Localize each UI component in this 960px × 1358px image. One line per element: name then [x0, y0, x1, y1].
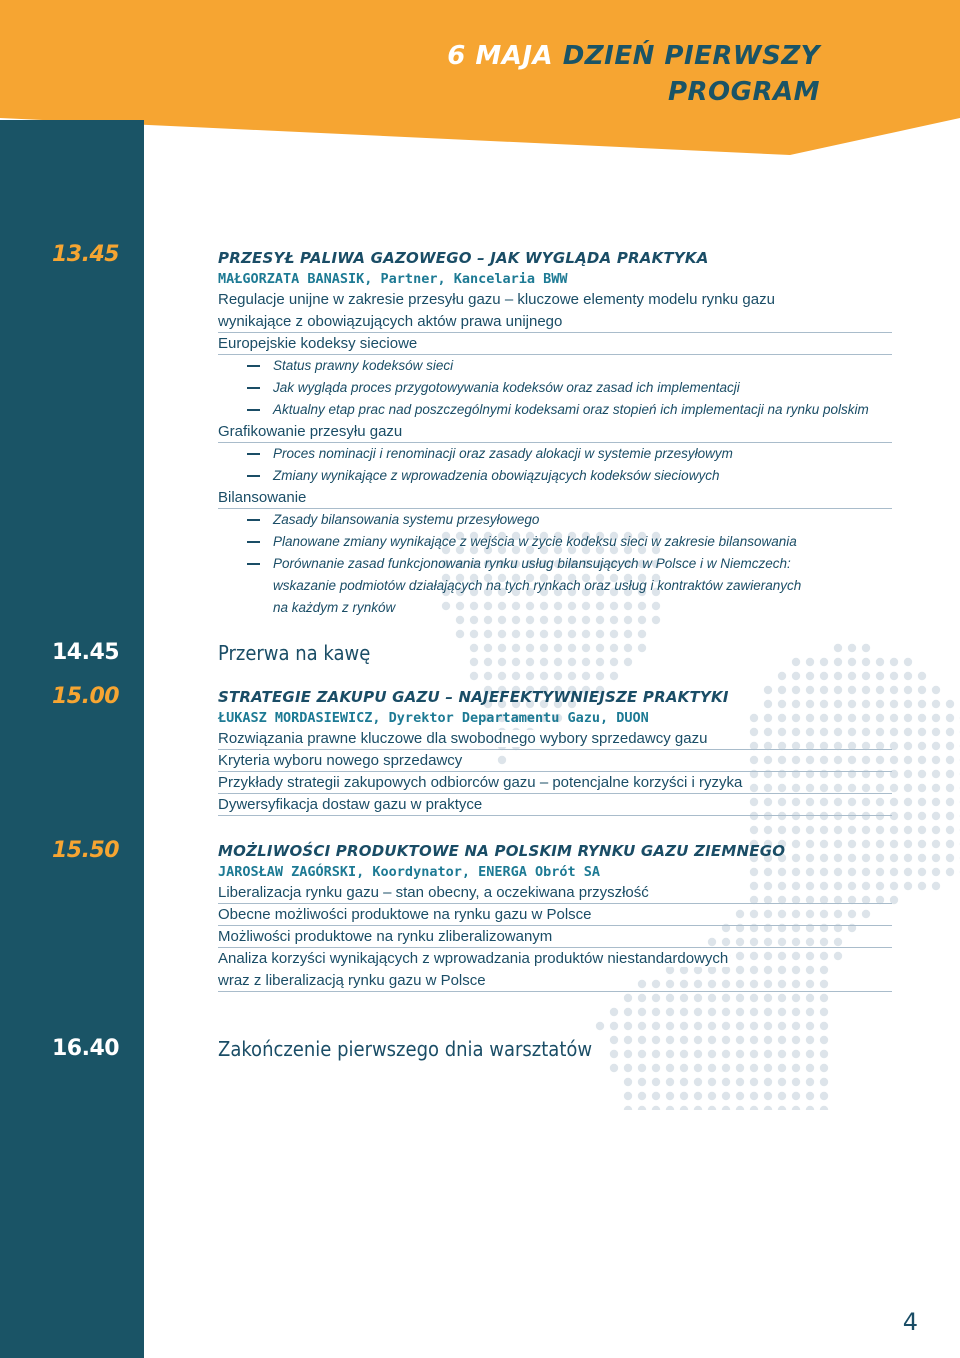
header-day: DZIEŃ PIERWSZY	[562, 41, 820, 71]
map-dot	[904, 756, 912, 764]
map-dot	[862, 672, 870, 680]
map-dot	[820, 1008, 828, 1016]
map-dot	[624, 1106, 632, 1110]
topic-text: Przykłady strategii zakupowych odbiorców gazu – potencjalne korzyści i ryzyka	[218, 774, 743, 791]
map-dot	[764, 826, 772, 834]
topic-line	[218, 487, 898, 509]
page-number: 4	[902, 1308, 918, 1336]
map-dot	[932, 728, 940, 736]
map-dot	[582, 672, 590, 680]
map-dot	[722, 994, 730, 1002]
topic-text: Analiza korzyści wynikających z wprowadzania produktów niestandardowych	[218, 950, 729, 967]
map-dot	[680, 1008, 688, 1016]
map-dot	[820, 1092, 828, 1100]
map-dot	[904, 728, 912, 736]
map-dot	[918, 728, 926, 736]
map-dot	[918, 882, 926, 890]
map-dot	[904, 672, 912, 680]
map-dot	[624, 994, 632, 1002]
map-dot	[764, 1008, 772, 1016]
topic-line	[218, 926, 898, 948]
map-dot	[932, 840, 940, 848]
header-title	[447, 38, 820, 110]
map-dot	[694, 1092, 702, 1100]
map-dot	[806, 994, 814, 1002]
map-dot	[680, 1106, 688, 1110]
map-dot	[932, 826, 940, 834]
map-dot	[624, 630, 632, 638]
session-time: 15.00	[52, 684, 120, 709]
map-dot	[918, 672, 926, 680]
map-dot	[904, 686, 912, 694]
map-dot	[638, 1078, 646, 1086]
map-dot	[792, 672, 800, 680]
map-dot	[610, 1022, 618, 1030]
topic-text: wraz z liberalizacją rynku gazu w Polsce	[218, 972, 486, 989]
map-dot	[680, 1078, 688, 1086]
map-dot	[946, 840, 954, 848]
map-dot	[820, 1106, 828, 1110]
map-dot	[722, 1064, 730, 1072]
map-dot	[778, 826, 786, 834]
map-dot	[638, 994, 646, 1002]
bullet-item: Zasady bilansowania systemu przesyłowego	[218, 509, 898, 531]
map-dot	[764, 1092, 772, 1100]
topic-text: Obecne możliwości produktowe na rynku gazu w Polsce	[218, 906, 592, 923]
map-dot	[904, 770, 912, 778]
map-dot	[932, 854, 940, 862]
map-dot	[750, 1106, 758, 1110]
topic-line	[218, 750, 898, 772]
map-dot	[652, 1008, 660, 1016]
map-dot	[666, 1022, 674, 1030]
map-dot	[890, 826, 898, 834]
topic-text: Rozwiązania prawne kluczowe dla swobodnego wybory sprzedawcy gazu	[218, 730, 708, 747]
map-dot	[750, 1092, 758, 1100]
session-speaker: JAROSŁAW ZAGÓRSKI, Koordynator, ENERGA Obrót SA	[218, 864, 601, 880]
map-dot	[806, 1064, 814, 1072]
map-dot	[694, 1022, 702, 1030]
map-dot	[652, 1106, 660, 1110]
bullet-item: Planowane zmiany wynikające z wejścia w życie kodeksu sieci w zakresie bilansowania	[218, 531, 898, 553]
map-dot	[610, 672, 618, 680]
session-block	[218, 686, 898, 816]
map-dot	[904, 882, 912, 890]
closing-title: Zakończenie pierwszego dnia warsztatów	[218, 1037, 593, 1061]
topic-line	[218, 289, 898, 311]
session-block	[218, 840, 898, 992]
map-dot	[666, 1064, 674, 1072]
topic-line	[218, 772, 898, 794]
topic-line	[218, 421, 898, 443]
map-dot	[918, 784, 926, 792]
map-dot	[736, 1064, 744, 1072]
map-dot	[792, 826, 800, 834]
map-dot	[806, 1092, 814, 1100]
session-time: 14.45	[52, 640, 120, 665]
map-dot	[904, 658, 912, 666]
map-dot	[624, 1092, 632, 1100]
map-dot	[932, 882, 940, 890]
topic-line	[218, 794, 898, 816]
map-dot	[834, 826, 842, 834]
topic-line	[218, 970, 898, 992]
map-dot	[918, 854, 926, 862]
map-dot	[932, 700, 940, 708]
map-dot	[904, 868, 912, 876]
bullet-item: Aktualny etap prac nad poszczególnymi kodeksami oraz stopień ich implementacji na rynku polskim	[218, 399, 898, 421]
map-dot	[806, 826, 814, 834]
map-dot	[904, 826, 912, 834]
map-dot	[638, 630, 646, 638]
map-dot	[932, 714, 940, 722]
map-dot	[820, 1078, 828, 1086]
map-dot	[736, 1092, 744, 1100]
map-dot	[764, 994, 772, 1002]
map-dot	[778, 1022, 786, 1030]
map-dot	[596, 672, 604, 680]
bullet-item: Jak wygląda proces przygotowywania kodeksów oraz zasad ich implementacji	[218, 377, 898, 399]
map-dot	[932, 868, 940, 876]
map-dot	[820, 826, 828, 834]
map-dot	[778, 994, 786, 1002]
map-dot	[778, 1106, 786, 1110]
map-dot	[792, 1092, 800, 1100]
map-dot	[568, 630, 576, 638]
map-dot	[512, 630, 520, 638]
map-dot	[820, 994, 828, 1002]
map-dot	[848, 826, 856, 834]
map-dot	[792, 994, 800, 1002]
map-dot	[694, 1064, 702, 1072]
map-dot	[918, 742, 926, 750]
map-dot	[932, 798, 940, 806]
map-dot	[918, 868, 926, 876]
map-dot	[624, 1064, 632, 1072]
map-dot	[778, 1008, 786, 1016]
map-dot	[848, 672, 856, 680]
topic-line	[218, 333, 898, 355]
topic-text: Europejskie kodeksy sieciowe	[218, 335, 418, 352]
map-dot	[610, 630, 618, 638]
map-dot	[610, 1064, 618, 1072]
bullet-item: Proces nominacji i renominacji oraz zasady alokacji w systemie przesyłowym	[218, 443, 898, 465]
map-dot	[918, 756, 926, 764]
map-dot	[792, 1008, 800, 1016]
map-dot	[890, 672, 898, 680]
map-dot	[680, 1022, 688, 1030]
map-dot	[722, 1106, 730, 1110]
map-dot	[680, 1092, 688, 1100]
map-dot	[638, 1008, 646, 1016]
map-dot	[820, 672, 828, 680]
map-dot	[904, 784, 912, 792]
map-dot	[568, 672, 576, 680]
map-dot	[778, 1078, 786, 1086]
map-dot	[708, 1106, 716, 1110]
map-dot	[918, 826, 926, 834]
map-dot	[694, 1106, 702, 1110]
bullet-continuation: na każdym z rynków	[273, 600, 396, 615]
map-dot	[652, 1064, 660, 1072]
map-dot	[806, 1022, 814, 1030]
map-dot	[750, 1078, 758, 1086]
map-dot	[946, 784, 954, 792]
map-dot	[792, 1106, 800, 1110]
map-dot	[946, 868, 954, 876]
session-title: STRATEGIE ZAKUPU GAZU – NAJEFEKTYWNIEJSZE PRAKTYKI	[218, 688, 729, 706]
break-title: Przerwa na kawę	[218, 641, 371, 665]
map-dot	[750, 1022, 758, 1030]
map-dot	[652, 1022, 660, 1030]
map-dot	[512, 672, 520, 680]
map-dot	[876, 826, 884, 834]
map-dot	[750, 1064, 758, 1072]
map-dot	[470, 630, 478, 638]
map-dot	[680, 1064, 688, 1072]
map-dot	[946, 714, 954, 722]
session-time: 13.45	[52, 242, 120, 267]
topic-text: Grafikowanie przesyłu gazu	[218, 423, 403, 440]
topic-line	[218, 311, 898, 333]
map-dot	[946, 798, 954, 806]
map-dot	[624, 1008, 632, 1016]
map-dot	[918, 812, 926, 820]
map-dot	[694, 1078, 702, 1086]
map-dot	[554, 672, 562, 680]
map-dot	[652, 1092, 660, 1100]
map-dot	[666, 1106, 674, 1110]
topic-text: Bilansowanie	[218, 489, 307, 506]
map-dot	[750, 994, 758, 1002]
session-title: MOŻLIWOŚCI PRODUKTOWE NA POLSKIM RYNKU GAZU ZIEMNEGO	[218, 842, 786, 860]
topic-line	[218, 882, 898, 904]
map-dot	[904, 812, 912, 820]
map-dot	[792, 1078, 800, 1086]
map-dot	[470, 672, 478, 680]
map-dot	[736, 1078, 744, 1086]
bullet-item: Status prawny kodeksów sieci	[218, 355, 898, 377]
map-dot	[932, 742, 940, 750]
map-dot	[540, 672, 548, 680]
map-dot	[736, 994, 744, 1002]
map-dot	[904, 700, 912, 708]
map-dot	[708, 1064, 716, 1072]
map-dot	[736, 1022, 744, 1030]
session-title: PRZESYŁ PALIWA GAZOWEGO – JAK WYGLĄDA PRAKTYKA	[218, 249, 709, 267]
session-time: 15.50	[52, 838, 120, 863]
map-dot	[820, 1022, 828, 1030]
map-dot	[904, 840, 912, 848]
map-dot	[918, 770, 926, 778]
map-dot	[904, 798, 912, 806]
map-dot	[708, 994, 716, 1002]
map-dot	[932, 812, 940, 820]
map-dot	[652, 1078, 660, 1086]
map-dot	[946, 728, 954, 736]
map-dot	[736, 1008, 744, 1016]
map-dot	[526, 630, 534, 638]
map-dot	[498, 630, 506, 638]
map-dot	[778, 672, 786, 680]
map-dot	[778, 1092, 786, 1100]
map-dot	[638, 1092, 646, 1100]
map-dot	[722, 1092, 730, 1100]
map-dot	[918, 700, 926, 708]
topic-text: Możliwości produktowe na rynku zliberalizowanym	[218, 928, 553, 945]
map-dot	[708, 1092, 716, 1100]
map-dot	[792, 1022, 800, 1030]
map-dot	[904, 742, 912, 750]
map-dot	[806, 1078, 814, 1086]
bullet-continuation: wskazanie podmiotów działających na tych rynkach oraz usług i kontraktów zawieranych	[273, 578, 802, 593]
map-dot	[694, 994, 702, 1002]
map-dot	[652, 994, 660, 1002]
session-speaker: MAŁGORZATA BANASIK, Partner, Kancelaria BWW	[218, 271, 568, 287]
map-dot	[722, 1022, 730, 1030]
map-dot	[932, 686, 940, 694]
map-dot	[526, 672, 534, 680]
map-dot	[946, 854, 954, 862]
map-dot	[736, 1106, 744, 1110]
map-dot	[876, 672, 884, 680]
map-dot	[582, 630, 590, 638]
map-dot	[918, 714, 926, 722]
map-dot	[792, 1064, 800, 1072]
map-dot	[764, 1022, 772, 1030]
map-dot	[764, 1106, 772, 1110]
map-dot	[834, 672, 842, 680]
map-dot	[638, 1064, 646, 1072]
map-dot	[946, 742, 954, 750]
map-dot	[666, 994, 674, 1002]
map-dot	[666, 1008, 674, 1016]
map-dot	[918, 840, 926, 848]
map-dot	[904, 714, 912, 722]
topic-text: Liberalizacja rynku gazu – stan obecny, a oczekiwana przyszłość	[218, 884, 649, 901]
map-dot	[484, 672, 492, 680]
map-dot	[498, 672, 506, 680]
topic-line	[218, 904, 898, 926]
map-dot	[750, 1008, 758, 1016]
map-dot	[862, 826, 870, 834]
bullet-item: Zmiany wynikające z wprowadzenia obowiązujących kodeksów sieciowych	[218, 465, 898, 487]
map-dot	[484, 630, 492, 638]
map-dot	[708, 1008, 716, 1016]
map-dot	[638, 1106, 646, 1110]
header-program: PROGRAM	[667, 77, 820, 107]
map-dot	[596, 1022, 604, 1030]
topic-text: wynikające z obowiązujących aktów prawa unijnego	[218, 313, 563, 330]
map-dot	[666, 1092, 674, 1100]
map-dot	[806, 1106, 814, 1110]
session-speaker: ŁUKASZ MORDASIEWICZ, Dyrektor Departamentu Gazu, DUON	[218, 710, 649, 726]
topic-text: Dywersyfikacja dostaw gazu w praktyce	[218, 796, 483, 813]
topic-line	[218, 948, 898, 970]
map-dot	[694, 1008, 702, 1016]
bullet-item: Porównanie zasad funkcjonowania rynku usług bilansujących w Polsce i w Niemczech:	[218, 553, 898, 575]
map-dot	[932, 784, 940, 792]
map-dot	[946, 756, 954, 764]
map-dot	[750, 826, 758, 834]
map-dot	[904, 854, 912, 862]
map-dot	[596, 630, 604, 638]
sidebar	[0, 120, 144, 1358]
map-dot	[708, 1078, 716, 1086]
map-dot	[946, 812, 954, 820]
topic-line	[218, 728, 898, 750]
map-dot	[778, 1064, 786, 1072]
map-dot	[764, 1078, 772, 1086]
map-dot	[932, 756, 940, 764]
map-dot	[946, 826, 954, 834]
session-block	[218, 247, 898, 619]
map-dot	[456, 630, 464, 638]
map-dot	[680, 994, 688, 1002]
map-dot	[638, 1022, 646, 1030]
topic-text: Kryteria wyboru nowego sprzedawcy	[218, 752, 463, 769]
map-dot	[946, 770, 954, 778]
map-dot	[722, 1008, 730, 1016]
map-dot	[540, 630, 548, 638]
map-dot	[624, 1022, 632, 1030]
map-dot	[764, 1064, 772, 1072]
map-dot	[624, 1078, 632, 1086]
map-dot	[946, 700, 954, 708]
map-dot	[722, 1078, 730, 1086]
map-dot	[806, 1008, 814, 1016]
map-dot	[820, 1064, 828, 1072]
map-dot	[918, 798, 926, 806]
session-time: 16.40	[52, 1036, 120, 1061]
topic-text: Regulacje unijne w zakresie przesyłu gazu – kluczowe elementy modelu rynku gazu	[218, 291, 775, 308]
map-dot	[932, 770, 940, 778]
map-dot	[666, 1078, 674, 1086]
map-dot	[554, 630, 562, 638]
map-dot	[806, 672, 814, 680]
map-dot	[708, 1022, 716, 1030]
map-dot	[610, 1008, 618, 1016]
header-date: 6 MAJA	[447, 41, 554, 71]
map-dot	[918, 686, 926, 694]
